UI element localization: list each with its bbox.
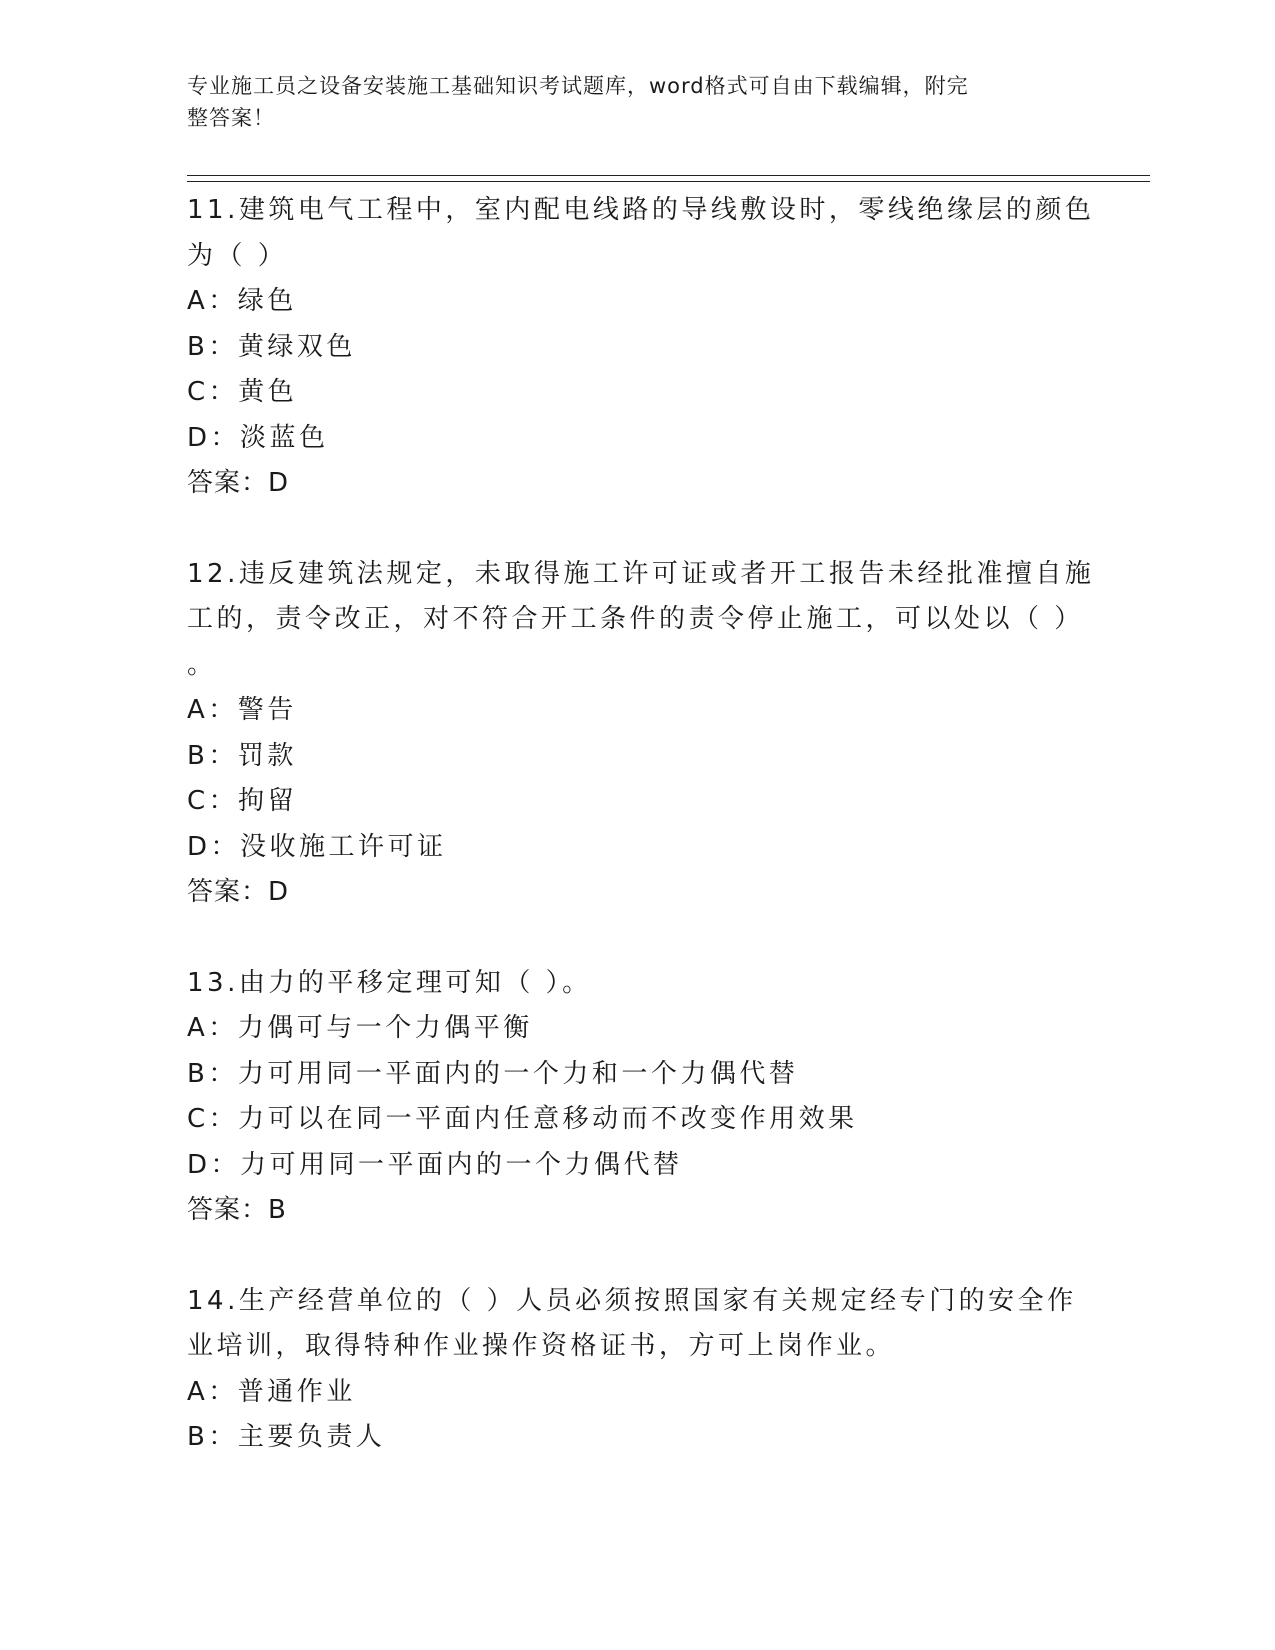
header-divider-bottom [187, 181, 1150, 182]
header-divider-top [187, 175, 1150, 176]
header-line-2: 整答案！ [187, 106, 275, 130]
option-c: C：黄色 [187, 377, 298, 407]
option-b: B：罚款 [187, 740, 297, 771]
option-a: A：力偶可与一个力偶平衡 [187, 1013, 533, 1043]
option-d: D：力可用同一平面内的一个力偶代替 [187, 1149, 683, 1180]
option-a: A：普通作业 [187, 1376, 356, 1407]
header-line-1: 专业施工员之设备安装施工基础知识考试题库，word格式可自由下载编辑，附完 [187, 74, 969, 98]
option-c: C：拘留 [187, 786, 298, 816]
question-stem-line: 11.建筑电气工程中，室内配电线路的导线敷设时，零线绝缘层的颜色 [187, 195, 1095, 225]
question-stem-line: 为（ ） [187, 240, 288, 271]
question-stem-line: 13.由力的平移定理可知（ ）。 [187, 967, 592, 998]
option-b: B：主要负责人 [187, 1422, 386, 1452]
option-d: D：没收施工许可证 [187, 831, 447, 862]
question-13 [187, 961, 1087, 1234]
option-d: D：淡蓝色 [187, 422, 329, 453]
option-a: A：绿色 [187, 286, 297, 316]
answer: 答案：B [187, 1195, 287, 1225]
document-header [187, 70, 1067, 134]
question-stem-line: 业培训，取得特种作业操作资格证书，方可上岗作业。 [187, 1331, 896, 1361]
answer: 答案：D [187, 877, 290, 907]
option-b: B：黄绿双色 [187, 331, 356, 362]
question-list [187, 188, 1095, 1461]
question-14 [187, 1279, 1087, 1461]
question-12 [187, 552, 1095, 916]
option-c: C：力可以在同一平面内任意移动而不改变作用效果 [187, 1104, 858, 1134]
option-b: B：力可用同一平面内的一个力和一个力偶代替 [187, 1058, 799, 1089]
question-stem-line: 14.生产经营单位的（ ）人员必须按照国家有关规定经专门的安全作 [187, 1285, 1077, 1316]
question-stem-line: 。 [187, 649, 217, 680]
option-a: A：警告 [187, 695, 297, 725]
question-11 [187, 188, 1095, 507]
answer: 答案：D [187, 468, 290, 498]
question-stem-line: 工的，责令改正，对不符合开工条件的责令停止施工，可以处以（ ） [187, 604, 1084, 634]
question-stem-line: 12.违反建筑法规定，未取得施工许可证或者开工报告未经批准擅自施 [187, 558, 1095, 589]
